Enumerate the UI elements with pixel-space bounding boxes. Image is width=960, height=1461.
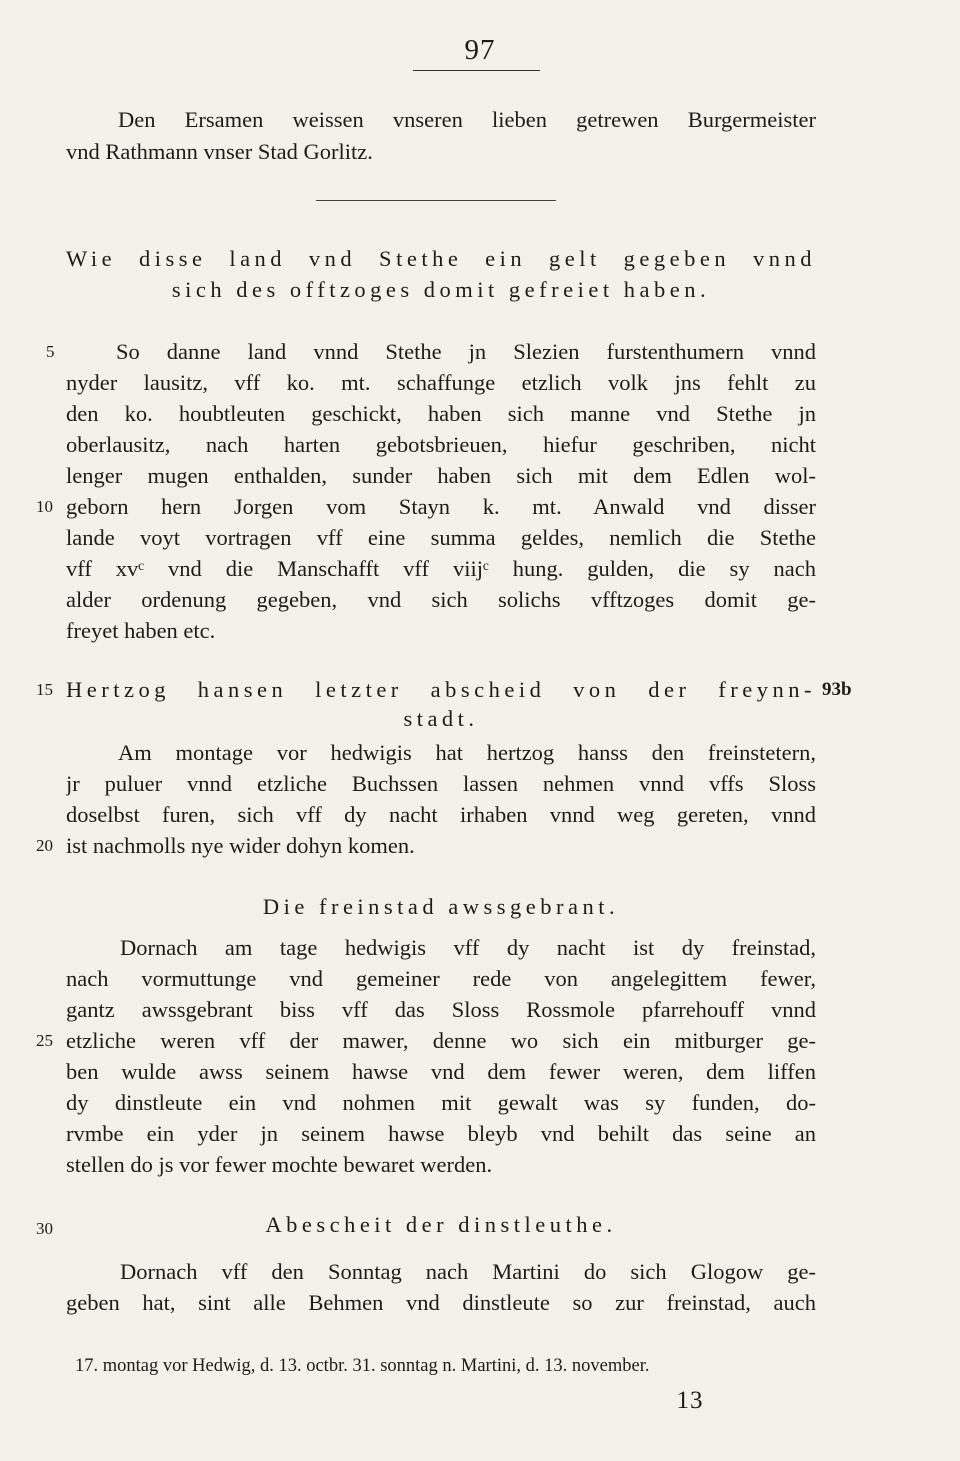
section3-line-4: etzliche weren vff der mawer, denne wo sich ein mitburger ge- bbox=[66, 1028, 816, 1053]
line-number-25: 25 bbox=[36, 1031, 53, 1050]
line-number-10: 10 bbox=[36, 497, 53, 516]
section1-line-3: den ko. houbtleuten geschickt, haben sich manne vnd Stethe jn bbox=[66, 401, 816, 426]
signature-mark: 13 bbox=[676, 1387, 704, 1414]
section3-heading: Die freinstad awssgebrant. bbox=[262, 894, 620, 919]
section1-line-9: alder ordenung gegeben, vnd sich solichs vfftzoges domit ge- bbox=[66, 587, 816, 612]
footnote: 17. montag vor Hedwig, d. 13. octbr. 31. sonntag n. Martini, d. 13. november. bbox=[75, 1356, 650, 1376]
section2-heading-line-2: stadt. bbox=[403, 706, 479, 731]
section4-line-1: Dornach vff den Sonntag nach Martini do sich Glogow ge- bbox=[120, 1259, 816, 1284]
page-number: 97 bbox=[464, 34, 496, 66]
section1-line-2: nyder lausitz, vff ko. mt. schaffunge etzlich volk jns fehlt zu bbox=[66, 370, 816, 395]
section3-line-6: dy dinstleute ein vnd nohmen mit gewalt was sy funden, do- bbox=[66, 1090, 816, 1115]
section3-line-7: rvmbe ein yder jn seinem hawse bleyb vnd behilt das seine an bbox=[66, 1121, 816, 1146]
section2-line-3: doselbst furen, sich vff dy nacht irhaben vnnd weg gereten, vnnd bbox=[66, 802, 816, 827]
page-number-rule bbox=[413, 70, 540, 71]
section3-line-3: gantz awssgebrant biss vff das Sloss Rossmole pfarrehouff vnnd bbox=[66, 997, 816, 1022]
address-line-1: Den Ersamen weissen vnseren lieben getrewen Burgermeister bbox=[118, 107, 816, 132]
section1-line-6: geborn hern Jorgen vom Stayn k. mt. Anwald vnd disser bbox=[66, 494, 816, 519]
section1-heading-line-2: sich des offtzoges domit gefreiet haben. bbox=[171, 277, 711, 302]
address-line-2: vnd Rathmann vnser Stad Gorlitz. bbox=[66, 139, 373, 164]
section3-line-1: Dornach am tage hedwigis vff dy nacht ist dy freinstad, bbox=[120, 935, 816, 960]
line-number-5: 5 bbox=[46, 342, 55, 361]
section1-line-8: vff xvᶜ vnd die Manschafft vff viijᶜ hung. gulden, die sy nach bbox=[66, 556, 816, 581]
section3-line-2: nach vormuttunge vnd gemeiner rede von angelegittem fewer, bbox=[66, 966, 816, 991]
section2-heading-line-1: Hertzog hansen letzter abscheid von der freynn- bbox=[66, 677, 816, 702]
section1-line-7: lande voyt vortragen vff eine summa geldes, nemlich die Stethe bbox=[66, 525, 816, 550]
separator-rule bbox=[316, 200, 556, 201]
line-number-30: 30 bbox=[36, 1219, 53, 1238]
line-number-20: 20 bbox=[36, 836, 53, 855]
section1-heading-line-1: Wie disse land vnd Stethe ein gelt gegeben vnnd bbox=[66, 246, 816, 271]
section2-line-4: ist nachmolls nye wider dohyn komen. bbox=[66, 833, 415, 858]
section3-line-8: stellen do js vor fewer mochte bewaret werden. bbox=[66, 1152, 493, 1177]
section2-line-1: Am montage vor hedwigis hat hertzog hanss den freinstetern, bbox=[118, 740, 816, 765]
section1-line-5: lenger mugen enthalden, sunder haben sich mit dem Edlen wol- bbox=[66, 463, 816, 488]
section4-heading: Abescheit der dinstleuthe. bbox=[265, 1212, 617, 1237]
section1-line-4: oberlausitz, nach harten gebotsbrieuen, hiefur geschriben, nicht bbox=[66, 432, 816, 457]
section3-line-5: ben wulde awss seinem hawse vnd dem fewer weren, dem liffen bbox=[66, 1059, 816, 1084]
section4-line-2: geben hat, sint alle Behmen vnd dinstleute so zur freinstad, auch bbox=[66, 1290, 816, 1315]
line-number-15: 15 bbox=[36, 680, 53, 699]
section2-line-2: jr puluer vnnd etzliche Buchssen lassen nehmen vnnd vffs Sloss bbox=[66, 771, 816, 796]
margin-note: 93b bbox=[822, 679, 852, 700]
section1-line-1: So danne land vnnd Stethe jn Slezien furstenthumern vnnd bbox=[116, 339, 816, 364]
section1-line-10: freyet haben etc. bbox=[66, 618, 216, 643]
